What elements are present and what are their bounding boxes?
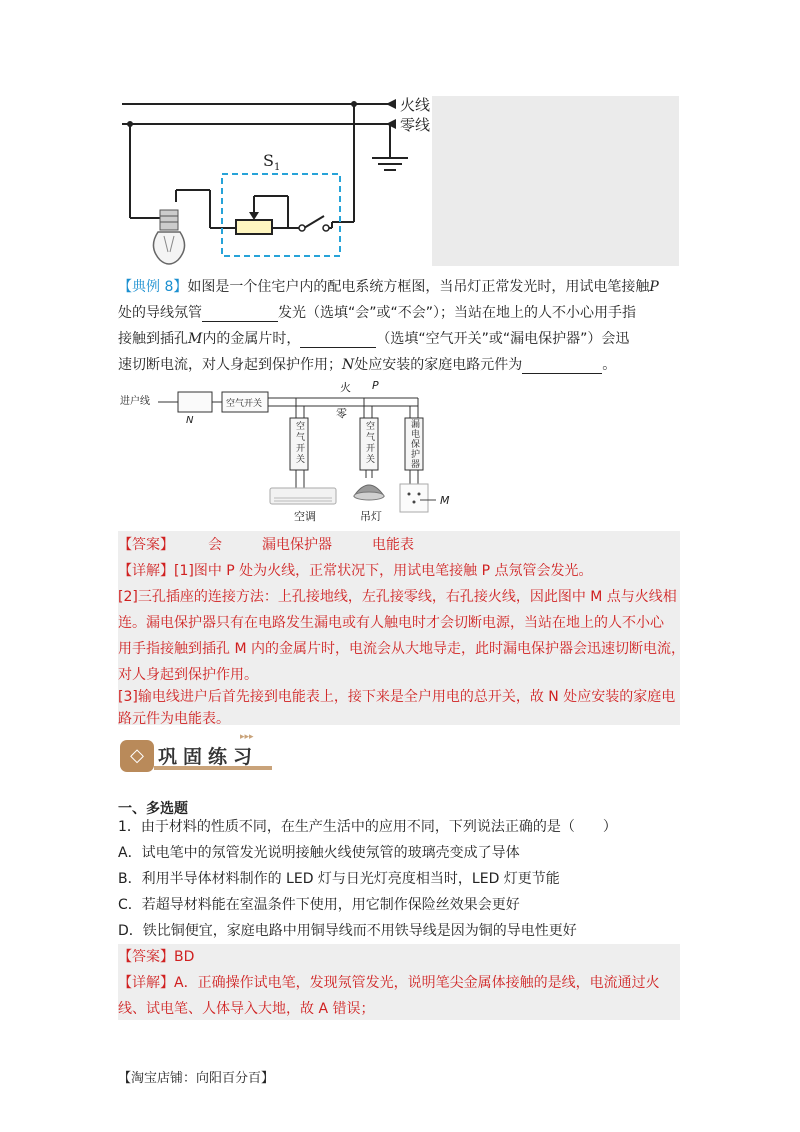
detail-p1 [118, 562, 593, 580]
branch1-switch-label: 空气开关 [296, 422, 306, 465]
m-point-label: M [440, 494, 450, 507]
example8-n-var: N [342, 357, 355, 373]
lighting-circuit-diagram [118, 92, 438, 272]
example8-line4 [118, 356, 616, 374]
answer-blank-1[interactable] [202, 307, 278, 322]
q1-answer-tag: 【答案】 [118, 949, 174, 965]
main-air-switch-label: 空气开关 [226, 399, 263, 409]
example8-line2-a: 处的导线氖管 [118, 305, 202, 321]
switch-label-sub: 1 [273, 162, 281, 174]
banner-arrows-icon: ▸▸▸ [240, 732, 254, 742]
example8-line1 [118, 278, 659, 296]
section-heading: 一、多选题 [118, 801, 188, 817]
detail-p2-l1: [2]三孔插座的连接方法：上孔接地线，左孔接零线，右孔接火线，因此图中 M 点与火线相 [118, 589, 677, 605]
inlet-label: 进户线 [120, 396, 150, 407]
example8-line3-c: （选填“空气开关”或“漏电保护器”）会迅 [376, 331, 630, 347]
option-a[interactable]: A．试电笔中的氖管发光说明接触火线使氖管的玻璃壳变成了导体 [118, 845, 520, 861]
option-b[interactable]: B．利用半导体材料制作的 LED 灯与日光灯亮度相当时，LED 灯更节能 [118, 871, 560, 887]
p-point-label: P [372, 379, 379, 392]
lamp-label: 吊灯 [360, 510, 382, 523]
example8-line2-b: 发光（选填“会”或“不会”）；当站在地上的人不小心用手指 [278, 305, 637, 321]
detail-p2-l4: 对人身起到保护作用。 [118, 667, 258, 683]
answer-2: 漏电保护器 [262, 537, 332, 553]
example8-line4-end: 。 [602, 357, 617, 373]
example8-answer [118, 536, 414, 554]
fire-label: 火 [340, 381, 351, 394]
neutral-wire-label: 零线 [400, 116, 431, 134]
detail-p1-text: [1]图中 P 处为火线，正常状况下，用试电笔接触 P 点氖管会发光。 [174, 563, 593, 579]
example8-line2 [118, 304, 636, 322]
answer-blank-3[interactable] [522, 359, 602, 374]
section-banner [120, 732, 272, 774]
branch3-protector-label: 漏电保护器 [411, 420, 421, 470]
example8-line3 [118, 330, 629, 348]
option-d[interactable]: D．铁比铜便宜，家庭电路中用铜导线而不用铁导线是因为铜的导电性更好 [118, 923, 577, 939]
q1-detail-l1 [118, 974, 660, 992]
distribution-circuit-diagram [118, 378, 448, 524]
example8-line4-a: 速切断电流，对人身起到保护作用； [118, 357, 342, 373]
example8-tag: 【典例 8】 [118, 279, 188, 295]
example8-m-var: M [188, 331, 203, 347]
switch-label [263, 152, 280, 177]
q1-detail-text: A．正确操作试电笔，发现氖管发光，说明笔尖金属体接触的是线，电流通过火 [174, 975, 660, 991]
q1-detail-l2: 线、试电笔、人体导入大地，故 A 错误； [118, 1001, 375, 1017]
air-conditioner-icon [270, 488, 336, 504]
example8-line4-b: 处应安装的家庭电路元件为 [354, 357, 523, 373]
answer-tag: 【答案】 [118, 537, 174, 553]
answer-blank-2[interactable] [300, 333, 376, 348]
example8-line1-text: 如图是一个住宅户内的配电系统方框图，当吊灯正常发光时，用试电笔接触 [187, 279, 650, 295]
banner-title: 巩固练习 [158, 746, 259, 768]
branch2-switch-label: 空气开关 [366, 422, 376, 465]
live-wire-label: 火线 [400, 96, 431, 114]
zero-label: 零 [336, 407, 347, 420]
question-1-stem: 1．由于材料的性质不同，在生产生活中的应用不同，下列说法正确的是（ ） [118, 819, 617, 835]
detail-p3-l2: 路元件为电能表。 [118, 711, 230, 727]
detail-tag: 【详解】 [118, 563, 174, 579]
n-box-label: N [186, 415, 194, 426]
ac-label: 空调 [294, 510, 316, 523]
example8-p-var: P [649, 279, 659, 295]
q1-detail-tag: 【详解】 [118, 975, 174, 991]
answer-3: 电能表 [372, 537, 414, 553]
option-c[interactable]: C．若超导材料能在室温条件下使用，用它制作保险丝效果会更好 [118, 897, 520, 913]
answer-1: 会 [208, 537, 222, 553]
example8-line3-a: 接触到插孔 [118, 331, 188, 347]
footer-shop-label: 【淘宝店铺：向阳百分百】 [118, 1071, 275, 1086]
socket-icon [400, 484, 436, 512]
switch-label-main: S [263, 151, 274, 170]
detail-p2-l2: 连。漏电保护器只有在电路发生漏电或有人触电时才会切断电源，当站在地上的人不小心 [118, 615, 664, 631]
detail-p3-l1: [3]输电线进户后首先接到电能表上，接下来是全户用电的总开关，故 N 处应安装的家庭电 [118, 689, 676, 705]
q1-answer-value: BD [174, 949, 195, 965]
circuit1-gray-panel [432, 96, 679, 266]
q1-answer [118, 948, 194, 966]
pendant-lamp-icon [354, 485, 384, 500]
detail-p2-l3: 用手指接触到插孔 M 内的金属片时，电流会从大地导走，此时漏电保护器会迅速切断电流， [118, 641, 685, 657]
graduation-cap-icon: ◇ [120, 740, 154, 772]
example8-line3-b: 内的金属片时， [202, 331, 301, 347]
